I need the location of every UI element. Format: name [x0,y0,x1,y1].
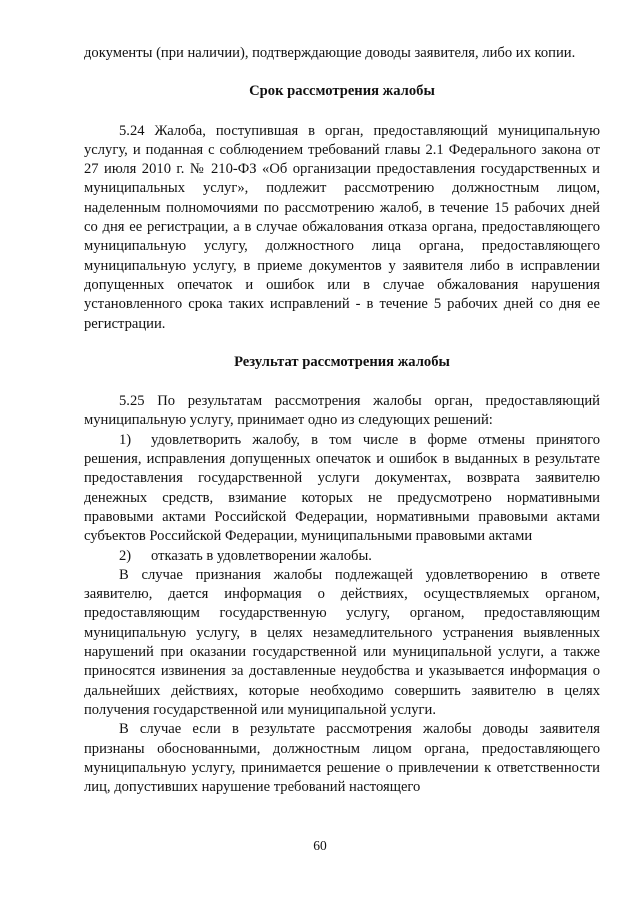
paragraph-satisfy-response: В случае признания жалобы подлежащей удовлетворению в ответе заявителю, дается информация о действиях, осуществляемых органом, предоставляющим государственную услугу, органом, предоставляющим муниципальную услугу, в целях незамедлительного устранения выявленных нарушений при оказании государственной или муниципальной услуги, а также приносятся извинения за доставленные неудобства и указывается информация о дальнейших действиях, которые необходимо совершить заявителю в целях получения государственной или муниципальной услуги. [84,566,600,718]
list-item-satisfy [84,431,600,547]
spacer [84,63,600,82]
list-item-text: удовлетворить жалобу, в том числе в форме отмены принятого решения, исправления допущенных опечаток и ошибок в выданных в результате предоставления государственной услуги документах, возврата заявителю денежных средств, взимание которых не предусмотрено нормативными правовыми актами Российской Федерации, нормативными правовыми актами субъектов Российской Федерации, муниципальными правовыми актами [84,431,600,545]
document-page [84,44,600,797]
paragraph-5-24: 5.24 Жалоба, поступившая в орган, предоставляющий муниципальную услугу, и поданная с соблюдением требований главы 2.1 Федерального закона от 27 июля 2010 г. № 210-ФЗ «Об организации предоставления государственных и муниципальных услуг», подлежит рассмотрению должностным лицом, наделенным полномочиями по рассмотрению жалоб, в течение 15 рабочих дней со дня ее регистрации, а в случае обжалования отказа органа, предоставляющего муниципальную услугу, должностного лица органа, предоставляющего муниципальную услугу, в приеме документов у заявителя либо в исправлении допущенных опечаток и ошибок или в случае обжалования нарушения установленного срока таких исправлений - в течение 5 рабочих дней со дня ее регистрации. [84,122,600,332]
paragraph-5-25: 5.25 По результатам рассмотрения жалобы орган, предоставляющий муниципальную услугу, принимает одно из следующих решений: [84,393,600,429]
list-item-refuse [84,547,600,566]
section-heading-review-result: Результат рассмотрения жалобы [234,353,450,370]
page-number: 60 [313,838,327,853]
spacer [84,372,600,392]
list-item-number: 1) [119,431,132,448]
intro-line: документы (при наличии), подтверждающие доводы заявителя, либо их копии. [84,45,576,61]
spacer [84,102,600,122]
paragraph-justified-complaint: В случае если в результате рассмотрения жалобы доводы заявителя признаны обоснованными, должностным лицом органа, предоставляющего муниципальную услугу, принимается решение о привлечении к ответственности лиц, допустивших нарушение требований настоящего [84,721,600,796]
section-heading-review-period: Срок рассмотрения жалобы [249,83,435,100]
list-item-text: отказать в удовлетворении жалобы. [151,547,372,564]
list-item-number: 2) [119,547,132,564]
spacer [84,334,600,353]
